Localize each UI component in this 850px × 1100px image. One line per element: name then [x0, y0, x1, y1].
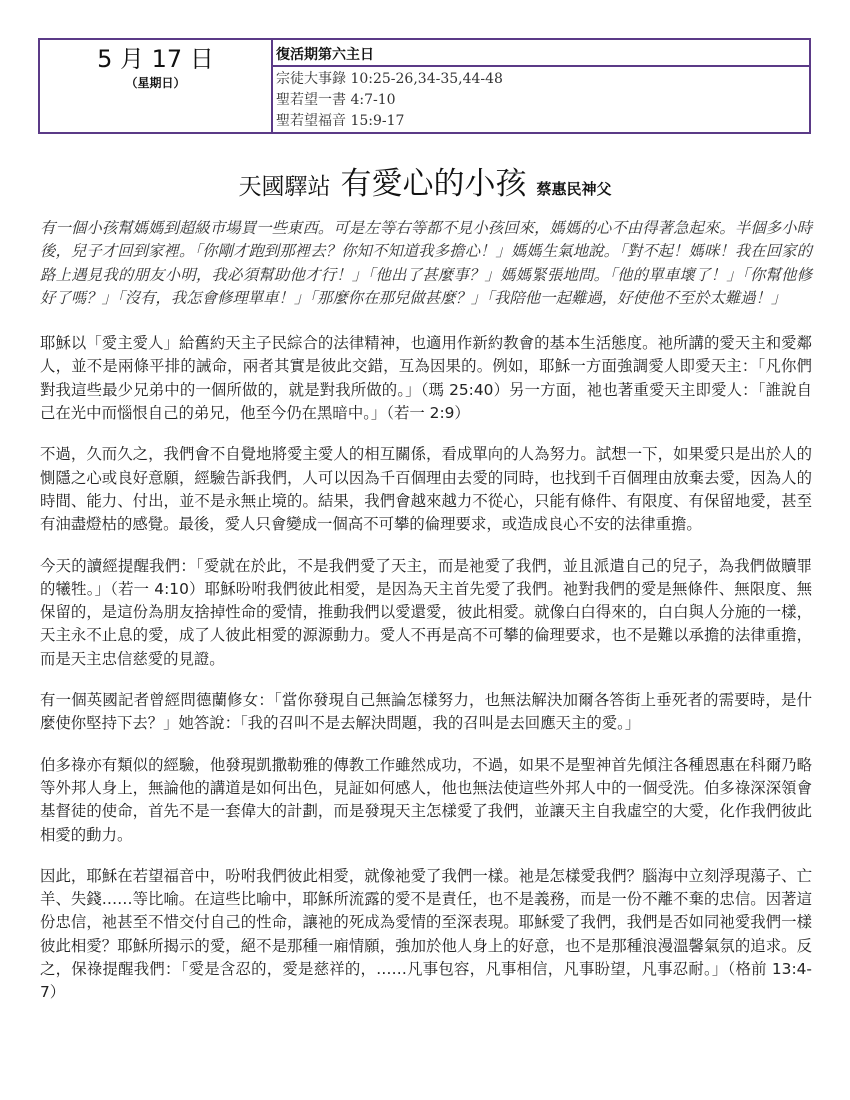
- body-paragraph: 伯多祿亦有類似的經驗，他發現凱撒勒雅的傳教工作雖然成功，不過，如果不是聖神首先傾注各種恩惠在科爾乃略等外邦人身上，無論他的講道是如何出色，見証如何感人，他也無法使這些外邦人中的一個受洗。伯多祿深深領會基督徒的使命，首先不是一套偉大的計劃，而是發現天主怎樣愛了我們，並讓天主自我虛空的大愛，化作我們彼此相愛的動力。: [40, 755, 812, 844]
- article-body: [40, 217, 812, 1023]
- liturgy-cell: [273, 40, 809, 132]
- column-name: 天國驛站: [238, 174, 331, 200]
- reading-item: 聖若望福音 15:9-17: [276, 113, 405, 129]
- header-table: [38, 38, 811, 134]
- article-title: [0, 158, 850, 203]
- date-cell: [40, 40, 273, 132]
- headline: 有愛心的小孩: [340, 166, 527, 202]
- date: 5 月 17 日: [97, 45, 214, 73]
- weekday: （星期日）: [125, 76, 186, 90]
- body-paragraph: 因此，耶穌在若望福音中，吩咐我們彼此相愛，就像祂愛了我們一樣。祂是怎樣愛我們？腦海中立刻浮現蕩子、亡羊、失錢……等比喻。在這些比喻中，耶穌所流露的愛不是責任，也不是義務，而是一份不離不棄的忠信。因著這份忠信，祂甚至不惜交付自己的性命，讓祂的死成為愛情的至深表現。耶穌愛了我們，我們是否如同祂愛我們一樣彼此相愛？耶穌所揭示的愛，絕不是那種一廂情願，強加於他人身上的好意，也不是那種浪漫溫馨氣氛的追求。反之，保祿提醒我們：「愛是含忍的，愛是慈祥的，……凡事包容，凡事相信，凡事盼望，凡事忍耐。」（格前 13:4-7）: [40, 866, 812, 1002]
- body-paragraph: 耶穌以「愛主愛人」給舊約天主子民綜合的法律精神，也適用作新約教會的基本生活態度。祂所講的愛天主和愛鄰人，並不是兩條平排的誡命，兩者其實是彼此交錯，互為因果的。例如，耶穌一方面強調愛人即愛天主：「凡你們對我這些最少兄弟中的一個所做的，就是對我所做的。」（瑪 25:40）另一方面，祂也著重愛天主即愛人：「誰說自己在光中而惱恨自己的弟兄，他至今仍在黑暗中。」（若一 2:9）: [40, 334, 812, 423]
- reading-item: 聖若望一書 4:7-10: [276, 92, 396, 108]
- author: 蔡惠民神父: [536, 180, 612, 198]
- body-paragraph: 今天的讀經提醒我們：「愛就在於此，不是我們愛了天主，而是祂愛了我們，並且派遣自己的兒子，為我們做贖罪的犧牲。」（若一 4:10）耶穌吩咐我們彼此相愛，是因為天主首先愛了我們。祂對我們的愛是無條件、無限度、無保留的，是這份為朋友捨掉性命的愛情，推動我們以愛還愛，彼此相愛。就像白白得來的，白白與人分施的一樣，天主永不止息的愛，成了人彼此相愛的源源動力。愛人不再是高不可攀的倫理要求，也不是難以承擔的法律重擔，而是天主忠信慈愛的見證。: [40, 556, 812, 668]
- feast-title: 復活期第六主日: [273, 40, 809, 67]
- reading-item: 宗徒大事錄 10:25-26,34-35,44-48: [276, 71, 503, 87]
- intro-paragraph: 有一個小孩幫媽媽到超級市場買一些東西。可是左等右等都不見小孩回來，媽媽的心不由得著急起來。半個多小時後，兒子才回到家裡。「你剛才跑到那裡去？你知不知道我多擔心！」媽媽生氣地說。「對不起！媽咪！我在回家的路上遇見我的朋友小明，我必須幫助他才行！」「他出了甚麼事？」媽媽緊張地問。「他的單車壞了！」「你幫他修好了嗎？」「沒有，我怎會修理單車！」「那麼你在那兒做甚麼？」「我陪他一起難過，好使他不至於太難過！」: [40, 219, 812, 307]
- body-paragraph: 不過，久而久之，我們會不自覺地將愛主愛人的相互關係，看成單向的人為努力。試想一下，如果愛只是出於人的惻隱之心或良好意願，經驗告訴我們，人可以因為千百個理由去愛的同時，也找到千百個理由放棄去愛，因為人的時間、能力、付出，並不是永無止境的。結果，我們會越來越力不從心，只能有條件、有限度、有保留地愛，甚至有油盡燈枯的感覺。最後，愛人只會變成一個高不可攀的倫理要求，或造成良心不安的法律重擔。: [40, 445, 812, 534]
- body-paragraph: 有一個英國記者曾經問德蘭修女：「當你發現自己無論怎樣努力，也無法解決加爾各答街上垂死者的需要時，是什麼使你堅持下去？」她答說：「我的召叫不是去解決問題，我的召叫是去回應天主的愛。」: [40, 691, 812, 733]
- readings-list: [273, 67, 809, 132]
